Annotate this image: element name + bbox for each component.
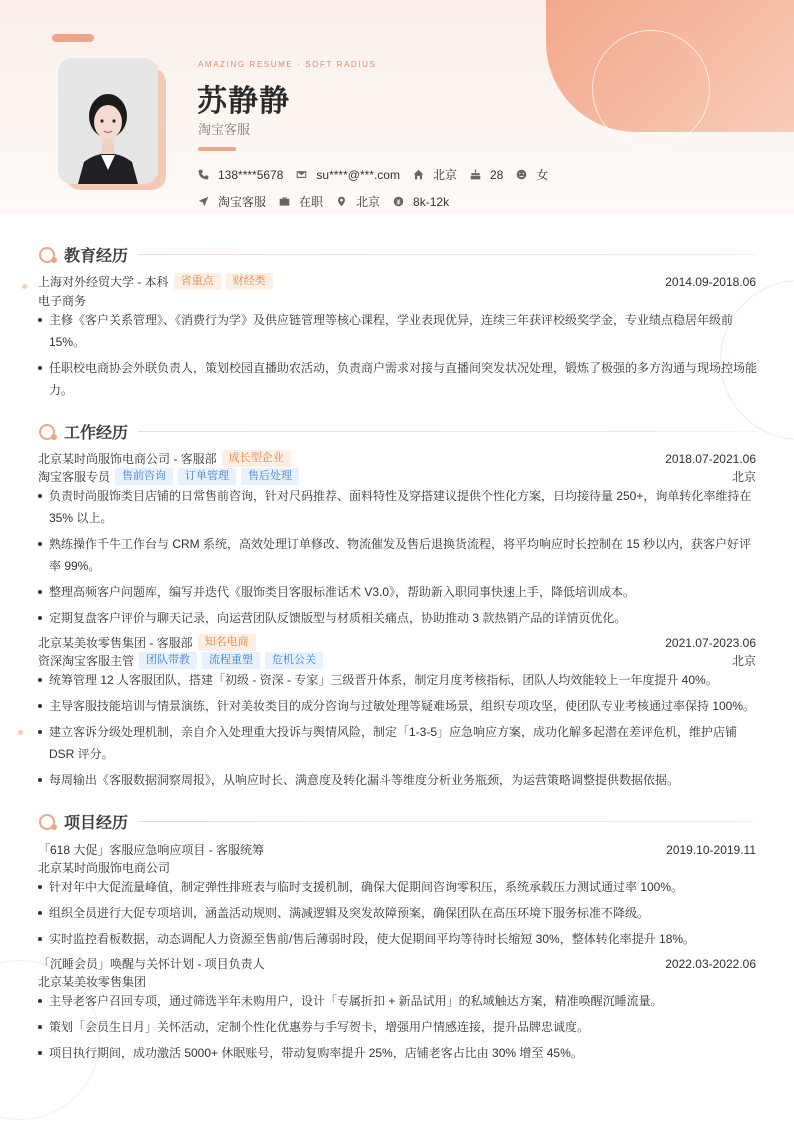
work-period: 2021.07-2023.06	[665, 635, 756, 650]
project-bullet: 实时监控看板数据，动态调配人力资源至售前/售后薄弱时段，使大促期间平均等待时长缩短 30%，整体转化率提升 18%。	[38, 928, 758, 950]
work-bullet: 统筹管理 12 人客服团队，搭建「初级 - 资深 - 专家」三级晋升体系，制定月度考核指标，团队人均效能较上一年度提升 40%。	[38, 669, 758, 691]
project-bullet: 策划「会员生日月」关怀活动，定制个性化优惠券与手写贺卡，增强用户情感连接，提升品牌忠诚度。	[38, 1016, 758, 1038]
role-title: 资深淘宝客服主管	[38, 654, 135, 668]
project-org: 北京某美妆零售集团	[38, 975, 147, 989]
work-role-line	[38, 652, 756, 669]
profile-photo	[58, 58, 158, 184]
work-location: 北京	[731, 654, 756, 668]
home-icon	[413, 169, 424, 180]
decorative-dot	[18, 730, 23, 735]
target-job: 淘宝客服	[218, 195, 267, 209]
education-bullet: 主修《客户关系管理》、《消费行为学》及供应链管理等核心课程，学业表现优异，连续三年获评校级奖学金，专业绩点稳居年级前 15%。	[38, 309, 758, 353]
role-tag: 售后处理	[241, 468, 299, 485]
cake-icon	[470, 169, 481, 180]
work-role-line	[38, 468, 756, 485]
project-period: 2022.03-2022.06	[665, 956, 756, 971]
money-icon	[393, 196, 404, 207]
company-name: 北京某时尚服饰电商公司 - 客服部	[38, 452, 217, 466]
city: 北京	[432, 168, 457, 182]
age-item	[470, 168, 503, 182]
work-bullet: 定期复盘客户评价与聊天记录，向运营团队反馈版型与材质相关痛点，协助推动 3 款热销产品的详情页优化。	[38, 607, 758, 629]
role-tag: 危机公关	[265, 652, 323, 669]
work-bullet: 主导客服技能培训与情景演练，针对美妆类目的成分咨询与过敏处理等疑难场景，组织专项攻坚，使团队专业考核通过率保持 100%。	[38, 695, 758, 717]
school-tag: 省重点	[174, 273, 221, 290]
section-divider	[138, 821, 756, 822]
school-tag: 财经类	[226, 273, 273, 290]
project-title: 「沉睡会员」唤醒与关怀计划 - 项目负责人	[38, 957, 265, 971]
project-org: 北京某时尚服饰电商公司	[38, 861, 171, 875]
avatar-illustration	[58, 58, 158, 184]
briefcase-icon	[279, 196, 290, 207]
target-city-item	[336, 193, 380, 210]
school-name: 上海对外经贸大学 - 本科	[38, 275, 169, 289]
work-bullet: 熟练操作千牛工作台与 CRM 系统，高效处理订单修改、物流催发及售后退换货流程，将平均响应时长控制在 15 秒以内，获客户好评率 99%。	[38, 533, 758, 577]
work-header	[38, 634, 756, 651]
work-bullet: 建立客诉分级处理机制，亲自介入处理重大投诉与舆情风险，制定「1-3-5」应急响应方案，成功化解多起潜在差评危机，维护店铺 DSR 评分。	[38, 721, 758, 765]
role-tag: 流程重塑	[202, 652, 260, 669]
section-education	[38, 243, 756, 266]
target-city: 北京	[356, 195, 381, 209]
education-bullet: 任职校电商协会外联负责人，策划校园直播助农活动，负责商户需求对接与直播间突发状况处理，锻炼了极强的多方沟通与现场控场能力。	[38, 357, 758, 401]
section-title: 项目经历	[64, 815, 129, 832]
work-location: 北京	[731, 470, 756, 484]
employment-status: 在职	[299, 195, 324, 209]
major: 电子商务	[38, 294, 87, 308]
project-header	[38, 955, 756, 972]
work-bullet: 每周输出《客服数据洞察周报》，从响应时长、满意度及转化漏斗等维度分析业务瓶颈，为运营策略调整提供数据依据。	[38, 769, 758, 791]
project-bullet: 针对年中大促流量峰值，制定弹性排班表与临时支援机制，确保大促期间咨询零积压，系统承载压力测试通过率 100%。	[38, 876, 758, 898]
project-bullet: 主导老客户召回专项，通过筛选半年未购用户，设计「专属折扣 + 新品试用」的私域触达方案，精准唤醒沉睡流量。	[38, 990, 758, 1012]
send-icon	[198, 196, 209, 207]
section-icon	[38, 812, 58, 832]
role-tag: 团队带教	[139, 652, 197, 669]
phone-icon	[198, 169, 209, 180]
gender-item	[516, 166, 548, 183]
contact-row	[198, 166, 561, 183]
company-tag: 知名电商	[198, 634, 256, 651]
email-item	[296, 168, 400, 182]
brand-caption: AMAZING RESUME · SOFT RADIUS	[198, 60, 377, 69]
section-divider	[138, 431, 756, 432]
education-header	[38, 273, 756, 290]
project-bullet: 项目执行期间，成功激活 5000+ 休眠账号，带动复购率提升 25%，店铺老客占比由 30% 增至 45%。	[38, 1042, 758, 1064]
decorative-ring	[592, 30, 710, 148]
email-address: su****@***.com	[316, 167, 400, 182]
section-divider	[138, 254, 756, 255]
education-period: 2014.09-2018.06	[665, 274, 756, 289]
project-header	[38, 841, 756, 858]
role-title: 淘宝客服专员	[38, 470, 111, 484]
target-job-item	[198, 193, 266, 210]
job-title: 淘宝客服	[198, 122, 251, 137]
work-bullet: 负责时尚服饰类目店铺的日常售前咨询，针对尺码推荐、面料特性及穿搭建议提供个性化方案，日均接待量 250+，询单转化率维持在 35% 以上。	[38, 485, 758, 529]
project-title: 「618 大促」客服应急响应项目 - 客服统筹	[38, 843, 265, 857]
section-work	[38, 420, 756, 443]
intention-row	[198, 193, 462, 210]
role-tag: 售前咨询	[115, 468, 173, 485]
gender: 女	[536, 168, 549, 182]
age: 28	[489, 167, 504, 182]
company-tag: 成长型企业	[222, 450, 291, 467]
face-icon	[516, 169, 527, 180]
role-tag: 订单管理	[178, 468, 236, 485]
decorative-pill	[52, 34, 94, 42]
work-header	[38, 450, 756, 467]
phone-item	[198, 168, 283, 182]
company-name: 北京某美妆零售集团 - 客服部	[38, 636, 193, 650]
accent-bar	[198, 147, 236, 151]
education-major-line	[38, 292, 756, 309]
section-title: 工作经历	[64, 425, 129, 442]
work-bullet: 整理高频客户问题库，编写并迭代《服饰类目客服标准话术 V3.0》，帮助新入职同事快速上手，降低培训成本。	[38, 581, 758, 603]
section-projects	[38, 810, 756, 833]
section-title: 教育经历	[64, 248, 129, 265]
project-org-line	[38, 859, 756, 876]
salary-item	[393, 195, 449, 209]
decorative-dot	[22, 284, 27, 289]
project-bullet: 组织全员进行大促专项培训，涵盖活动规则、满减逻辑及突发故障预案，确保团队在高压环境下服务标准不降级。	[38, 902, 758, 924]
project-org-line	[38, 973, 756, 990]
phone-number: 138****5678	[218, 167, 284, 182]
expected-salary: 8k-12k	[413, 194, 450, 209]
candidate-name: 苏静静	[197, 85, 290, 118]
city-item	[413, 166, 457, 183]
mail-icon	[296, 169, 307, 180]
location-pin-icon	[336, 196, 347, 207]
work-period: 2018.07-2021.06	[665, 451, 756, 466]
section-icon	[38, 422, 58, 442]
project-period: 2019.10-2019.11	[666, 842, 756, 857]
status-item	[279, 193, 323, 210]
section-icon	[38, 245, 58, 265]
